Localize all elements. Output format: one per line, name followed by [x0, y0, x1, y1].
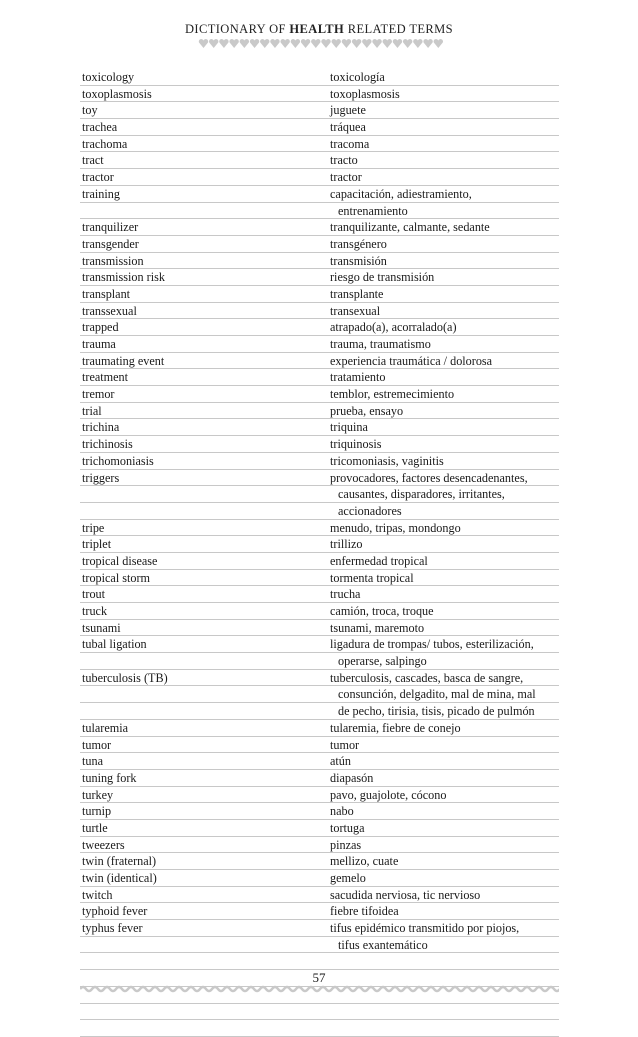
footer-wave-ornament	[80, 985, 559, 993]
english-term: trapped	[82, 320, 119, 335]
spanish-translation: tortuga	[330, 820, 365, 835]
spanish-translation: tsunami, maremoto	[330, 620, 425, 635]
spanish-translation: de pecho, tirisia, tisis, picado de pulmón	[338, 704, 535, 719]
spanish-translation: menudo, tripas, mondongo	[330, 520, 461, 535]
spanish-translation: gemelo	[330, 871, 366, 885]
spanish-translation: transmisión	[330, 253, 387, 268]
glossary-row	[80, 102, 559, 119]
english-term: turnip	[82, 804, 112, 819]
glossary-row	[80, 937, 559, 954]
english-term: typhus fever	[82, 921, 143, 936]
glossary-row	[80, 620, 559, 637]
english-term: trout	[82, 587, 106, 602]
spanish-translation: diapasón	[330, 770, 374, 785]
spanish-translation: accionadores	[338, 503, 402, 518]
spanish-translation: operarse, salpingo	[338, 654, 427, 669]
heart-icon	[331, 39, 340, 48]
english-term: tractor	[82, 170, 114, 185]
glossary-row	[80, 1020, 559, 1037]
english-term: trichomoniasis	[82, 453, 154, 468]
heart-icon	[240, 39, 249, 48]
spanish-translation: enfermedad tropical	[330, 553, 428, 568]
spanish-translation: tractor	[330, 170, 362, 185]
english-term: turtle	[82, 820, 108, 835]
glossary-row	[80, 269, 559, 286]
spanish-translation: causantes, disparadores, irritantes,	[338, 487, 505, 502]
english-term: typhoid fever	[82, 904, 148, 919]
spanish-translation: tifus epidémico transmitido por piojos,	[330, 921, 520, 936]
english-term: twin (identical)	[82, 871, 157, 885]
glossary-row	[80, 820, 559, 837]
heart-icon	[403, 39, 412, 48]
english-term: tsunami	[82, 620, 121, 635]
spanish-translation: toxicología	[330, 70, 385, 84]
spanish-translation: tumor	[330, 737, 360, 752]
english-term: tropical storm	[82, 570, 151, 585]
glossary-row	[80, 553, 559, 570]
glossary-row	[80, 737, 559, 754]
english-term: tuberculosis (TB)	[82, 670, 168, 685]
glossary-row	[80, 703, 559, 720]
heart-icon	[434, 39, 443, 48]
english-term: tuning fork	[82, 770, 137, 785]
spanish-translation: sacudida nerviosa, tic nervioso	[330, 887, 481, 902]
glossary-row	[80, 69, 559, 86]
heart-icon	[423, 39, 432, 48]
english-term: trauma	[82, 337, 116, 351]
english-term: transmission risk	[82, 270, 165, 285]
spanish-translation: capacitación, adiestramiento,	[330, 186, 472, 201]
spanish-translation: tranquilizante, calmante, sedante	[330, 220, 490, 235]
header-bold: HEALTH	[289, 22, 345, 36]
glossary-row	[80, 903, 559, 920]
glossary-row	[80, 203, 559, 220]
spanish-translation: prueba, ensayo	[330, 403, 404, 418]
spanish-translation: riesgo de transmisión	[330, 270, 435, 285]
spanish-translation: trillizo	[330, 537, 363, 552]
spanish-translation: consunción, delgadito, mal de mina, mal	[338, 687, 536, 702]
heart-icon	[383, 39, 392, 48]
glossary-row	[80, 403, 559, 420]
spanish-translation: temblor, estremecimiento	[330, 387, 455, 402]
glossary-row	[80, 887, 559, 904]
english-term: toy	[82, 103, 98, 118]
english-term: tweezers	[82, 837, 125, 852]
english-term: transgender	[82, 236, 139, 251]
glossary-row	[80, 636, 559, 653]
heart-icon	[280, 39, 289, 48]
spanish-translation: tularemia, fiebre de conejo	[330, 720, 461, 735]
spanish-translation: triquina	[330, 420, 368, 435]
glossary-row	[80, 653, 559, 670]
glossary-row	[80, 770, 559, 787]
glossary-row	[80, 86, 559, 103]
spanish-translation: toxoplasmosis	[330, 86, 400, 101]
glossary-row	[80, 720, 559, 737]
spanish-translation: tifus exantemático	[338, 937, 428, 952]
heart-icon	[321, 39, 330, 48]
spanish-translation: tricomoniasis, vaginitis	[330, 453, 444, 468]
english-term: tripe	[82, 520, 105, 535]
glossary-row	[80, 837, 559, 854]
glossary-row	[80, 286, 559, 303]
spanish-translation: nabo	[330, 804, 354, 819]
heart-icon	[301, 39, 310, 48]
glossary-row	[80, 169, 559, 186]
spanish-translation: fiebre tifoidea	[330, 904, 399, 919]
english-term: tropical disease	[82, 553, 158, 568]
english-term: toxicology	[82, 70, 135, 84]
english-term: traumating event	[82, 353, 165, 368]
glossary-row	[80, 670, 559, 687]
heart-icon	[219, 39, 228, 48]
heart-icon	[291, 39, 300, 48]
spanish-translation: tratamiento	[330, 370, 386, 385]
glossary-row	[80, 686, 559, 703]
heart-icon	[260, 39, 269, 48]
spanish-translation: pinzas	[330, 837, 362, 852]
english-term: triplet	[82, 537, 112, 552]
glossary-row	[80, 253, 559, 270]
spanish-translation: experiencia traumática / dolorosa	[330, 353, 493, 368]
glossary-row	[80, 953, 559, 970]
glossary-row	[80, 152, 559, 169]
glossary-row	[80, 853, 559, 870]
english-term: triggers	[82, 470, 120, 485]
glossary-row	[80, 920, 559, 937]
page-header	[0, 22, 638, 37]
heart-icon	[362, 39, 371, 48]
glossary-row	[80, 186, 559, 203]
english-term: trichinosis	[82, 437, 133, 452]
english-term: trachoma	[82, 136, 128, 151]
english-term: tubal ligation	[82, 637, 147, 652]
heart-icon	[393, 39, 402, 48]
glossary-row	[80, 303, 559, 320]
spanish-translation: ligadura de trompas/ tubos, esterilización,	[330, 637, 534, 652]
spanish-translation: mellizo, cuate	[330, 854, 399, 869]
english-term: training	[82, 186, 120, 201]
english-term: tuna	[82, 754, 103, 769]
glossary-row	[80, 753, 559, 770]
heart-icon	[311, 39, 320, 48]
glossary-row	[80, 436, 559, 453]
glossary-row	[80, 119, 559, 136]
heart-icon	[229, 39, 238, 48]
english-term: trachea	[82, 120, 118, 135]
spanish-translation: atún	[330, 754, 351, 769]
heart-icon	[209, 39, 218, 48]
english-term: tremor	[82, 387, 115, 402]
glossary-row	[80, 419, 559, 436]
glossary-row	[80, 536, 559, 553]
glossary-list	[80, 69, 559, 1037]
heart-icon	[352, 39, 361, 48]
glossary-row	[80, 319, 559, 336]
glossary-row	[80, 136, 559, 153]
glossary-row	[80, 353, 559, 370]
glossary-row	[80, 470, 559, 487]
page-number: 57	[312, 970, 326, 985]
spanish-translation: tormenta tropical	[330, 570, 414, 585]
english-term: twin (fraternal)	[82, 854, 157, 869]
english-term: transsexual	[82, 303, 137, 318]
spanish-translation: entrenamiento	[338, 203, 408, 218]
english-term: trial	[82, 403, 102, 418]
spanish-translation: trauma, traumatismo	[330, 337, 431, 351]
spanish-translation: juguete	[330, 103, 366, 118]
glossary-row	[80, 870, 559, 887]
glossary-row	[80, 603, 559, 620]
glossary-row	[80, 570, 559, 587]
heart-icon	[342, 39, 351, 48]
english-term: tularemia	[82, 720, 129, 735]
spanish-translation: tuberculosis, cascades, basca de sangre,	[330, 670, 524, 685]
spanish-translation: transplante	[330, 286, 384, 301]
glossary-row	[80, 219, 559, 236]
glossary-row	[80, 369, 559, 386]
glossary-row	[80, 336, 559, 353]
header-prefix: DICTIONARY OF	[184, 22, 286, 36]
spanish-translation: atrapado(a), acorralado(a)	[330, 320, 457, 335]
glossary-row	[80, 803, 559, 820]
spanish-translation: tracto	[330, 153, 358, 168]
heart-icon	[372, 39, 381, 48]
spanish-translation: trucha	[330, 587, 361, 602]
glossary-row	[80, 503, 559, 520]
heart-icon	[199, 39, 208, 48]
heart-icon	[270, 39, 279, 48]
english-term: tract	[82, 153, 104, 168]
heart-icon	[413, 39, 422, 48]
spanish-translation: camión, troca, troque	[330, 604, 434, 618]
spanish-translation: tracoma	[330, 136, 370, 151]
english-term: transplant	[82, 286, 131, 301]
english-term: treatment	[82, 370, 129, 385]
heart-icon	[250, 39, 259, 48]
glossary-row	[80, 586, 559, 603]
english-term: tumor	[82, 737, 112, 752]
english-term: trichina	[82, 420, 120, 435]
english-term: turkey	[82, 787, 114, 802]
spanish-translation: provocadores, factores desencadenantes,	[330, 470, 528, 485]
glossary-row	[80, 236, 559, 253]
english-term: twitch	[82, 887, 113, 902]
english-term: toxoplasmosis	[82, 86, 152, 101]
glossary-row	[80, 1004, 559, 1021]
glossary-row	[80, 787, 559, 804]
spanish-translation: tráquea	[330, 120, 366, 135]
header-suffix: RELATED TERMS	[347, 22, 454, 36]
english-term: tranquilizer	[82, 220, 139, 235]
spanish-translation: triquinosis	[330, 437, 382, 452]
glossary-row	[80, 486, 559, 503]
spanish-translation: pavo, guajolote, cócono	[330, 787, 447, 802]
spanish-translation: transgénero	[330, 236, 387, 251]
english-term: truck	[82, 604, 108, 618]
glossary-row	[80, 386, 559, 403]
glossary-row	[80, 453, 559, 470]
spanish-translation: transexual	[330, 303, 381, 318]
english-term: transmission	[82, 253, 144, 268]
glossary-row	[80, 520, 559, 537]
hearts-ornament	[198, 38, 443, 50]
